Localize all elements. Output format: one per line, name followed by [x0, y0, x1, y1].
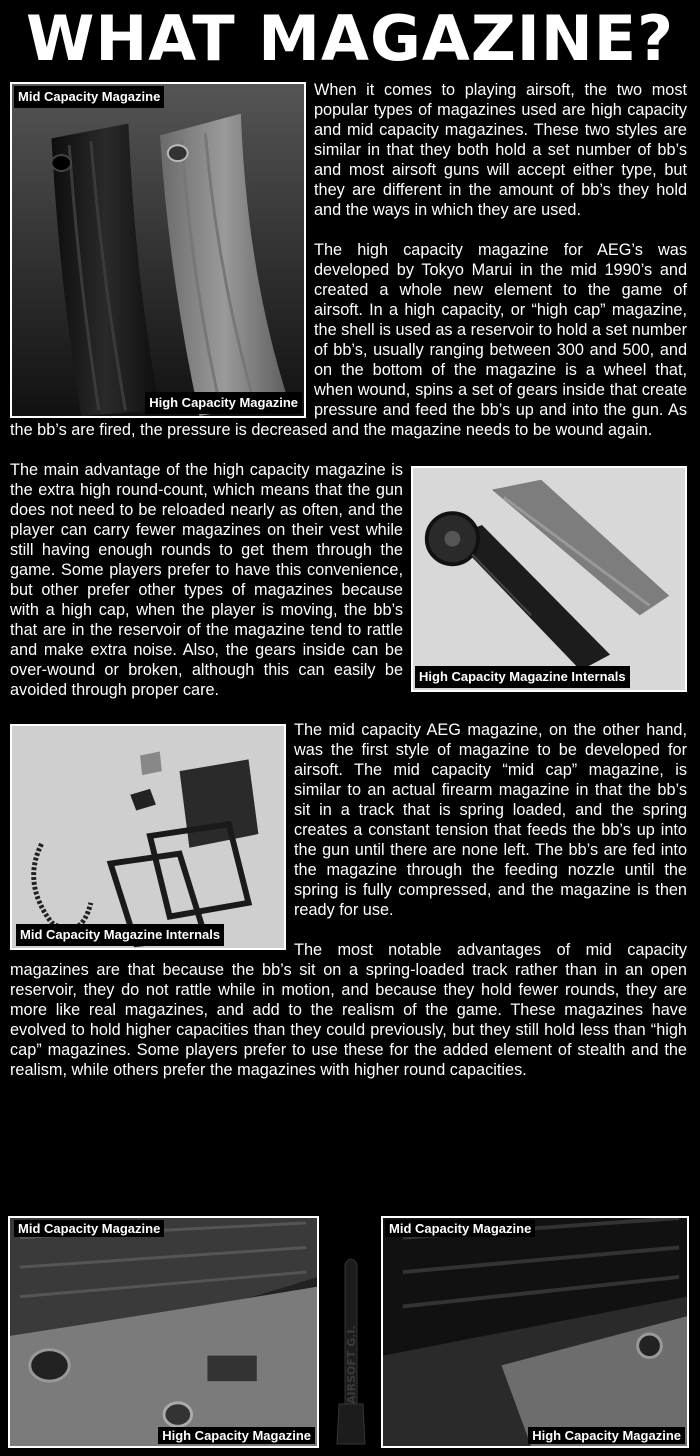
magazines-illustration — [12, 84, 304, 416]
label-high-capacity: High Capacity Magazine — [528, 1427, 685, 1444]
logo-mark — [325, 1254, 377, 1450]
high-internals-illustration — [413, 468, 685, 690]
paragraph-high-cap-advantages: The main advantage of the high capacity magazine is the extra high round-count, which means that the gun does not need to be reloaded nearly as often, and the player can carry fewer magazines on their vest while still having enough rounds to get them through the game. Some players prefer to have this convenience, but other prefer other types of magazines because with a high cap, when the player is moving, the bb’s that are in the reservoir of the magazine tend to rattle and make extra noise. Also, the gears inside can be over-wound or broken, although this can easily be avoided through proper care. — [10, 461, 403, 699]
photo-mid-vs-high-magazine — [10, 82, 306, 418]
bottom-right-illustration — [383, 1218, 687, 1446]
label-mid-capacity: Mid Capacity Magazine — [14, 1220, 164, 1237]
label-high-capacity: High Capacity Magazine — [145, 392, 302, 414]
logo-text: AIRSOFT G.I. — [345, 1325, 358, 1404]
photo-bottom-left — [8, 1216, 319, 1448]
article-body — [10, 80, 687, 1100]
label-high-internals: High Capacity Magazine Internals — [415, 666, 630, 688]
photo-high-capacity-internals — [411, 466, 687, 692]
page-title: WHAT MAGAZINE? — [25, 2, 675, 75]
photo-bottom-right — [381, 1216, 689, 1448]
label-mid-internals: Mid Capacity Magazine Internals — [16, 924, 224, 946]
label-mid-capacity: Mid Capacity Magazine — [385, 1220, 535, 1237]
paragraph-mid-cap-advantages: The most notable advantages of mid capacity magazines are that because the bb’s sit on a spring-loaded track rather than in an open reservoir, they do not rattle while in motion, and because they hold fewer rounds, they are more like real magazines, and add to the realism of the game. These magazines have evolved to hold higher capacities than they could previously, but they still hold less than “high cap” magazines. Some players prefer to use these for the added element of stealth and the realism, while others prefer the magazines with higher round capacities. — [10, 941, 687, 1079]
photo-mid-capacity-internals — [10, 724, 286, 950]
paragraph-high-cap-history: The high capacity magazine for AEG’s was developed by Tokyo Marui in the mid 1990’s and created a whole new element to the game of airsoft. In a high capacity, or “high cap” magazine, the shell is used as a reservoir to hold a set number of bb’s, usually ranging between 300 and 500, and on the bottom of the magazine is a wheel that, when wound, spins a set of gears inside that create pressure and feed the bb’s up and into the gun. As the bb’s are fired, the pressure is decreased and the magazine needs to be wound again. — [10, 241, 687, 439]
bottom-left-illustration — [10, 1218, 317, 1446]
airsoft-gi-logo — [325, 1254, 377, 1450]
paragraph-intro: When it comes to playing airsoft, the two most popular types of magazines used are high capacity and mid capacity magazines. These two styles are similar in that they both hold a set number of bb’s and most airsoft guns will accept either type, but they are different in the amount of bb’s they hold and the ways in which they are used. — [314, 81, 687, 219]
mid-internals-illustration — [12, 726, 284, 948]
label-high-capacity: High Capacity Magazine — [158, 1427, 315, 1444]
comparison-photos — [0, 1214, 700, 1456]
paragraph-mid-cap-history: The mid capacity AEG magazine, on the other hand, was the first style of magazine to be developed for airsoft. The mid capacity “mid cap” magazine, is similar to an actual firearm magazine in that the bb’s sit in a track that is spring loaded, and the spring creates a constant tension that feeds the bb’s up into the gun until there are none left. The bb’s are fed into the magazine through the feeding nozzle until the spring is fully compressed, and the magazine is then ready for use. — [294, 721, 687, 919]
label-mid-capacity: Mid Capacity Magazine — [14, 86, 164, 108]
